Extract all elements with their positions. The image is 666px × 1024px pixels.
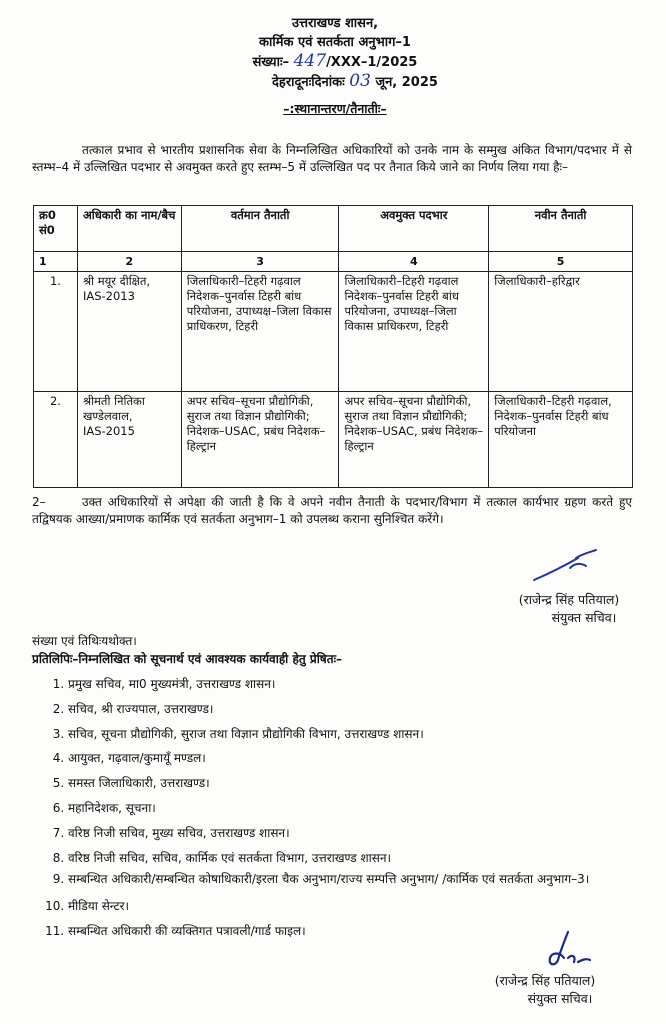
header-current: वर्तमान तैनाती: [181, 206, 339, 252]
officer-batch: IAS-2013: [82, 289, 135, 303]
header-new: नवीन तैनाती: [489, 206, 633, 252]
officer-batch: IAS-2015: [82, 424, 135, 438]
row-new: जिलाधिकारी–टिहरी गढ़वाल, निदेशक–पुनर्वास टिहरी बांध परियोजना: [489, 392, 633, 488]
list-item: 1. प्रमुख सचिव, मा0 मुख्यमंत्री, उत्तराखण्ड शासन।: [68, 672, 642, 697]
list-item: 11. सम्बन्धित अधिकारी की व्यक्तिगत पत्रावली/गार्ड फाइल।: [68, 919, 642, 944]
signatory-block-2: [460, 972, 630, 1008]
signature-mark: [530, 548, 600, 588]
copy-lead: प्रतिलिपिः–निम्नलिखित को सूचनार्थ एवं आवश्यक कार्यवाही हेतु प्रेषितः–: [32, 652, 342, 666]
header-sno: क्र0 सं0: [34, 206, 78, 252]
list-item: 4. आयुक्त, गढ़वाल/कुमायूँ मण्डल।: [68, 746, 642, 771]
row-current: जिलाधिकारी–टिहरी गढ़वाल निदेशक–पुनर्वास टिहरी बांध परियोजना, उपाध्यक्ष–जिला विकास प्राधिकरण, टिहरी: [181, 272, 339, 392]
row-officer: [77, 392, 181, 488]
issue-date: देहरादूनःदिनांकः 03 जून, 2025: [272, 71, 438, 91]
letterhead: [190, 14, 480, 117]
list-item: 9. सम्बन्धित अधिकारी/सम्बन्धित कोषाधिकारी/इरला चैक अनुभाग/राज्य सम्पत्ति अनुभाग/ /कार्मिक एवं सतर्कता अनुभाग–3।: [68, 870, 642, 894]
list-item: 8. वरिष्ठ निजी सचिव, सचिव, कार्मिक एवं सतर्कता विभाग, उत्तराखण्ड शासन।: [68, 846, 642, 871]
table-header-row: [34, 206, 633, 252]
colnum: 5: [489, 252, 633, 272]
row-sno: 2.: [34, 392, 78, 488]
row-sno: 1.: [34, 272, 78, 392]
column-number-row: [34, 252, 633, 272]
row-new: जिलाधिकारी–हरिद्वार: [489, 272, 633, 392]
handwritten-number: 447: [293, 51, 327, 71]
list-item: 5. समस्त जिलाधिकारी, उत्तराखण्ड।: [68, 771, 642, 796]
list-item: 2. सचिव, श्री राज्यपाल, उत्तराखण्ड।: [68, 697, 642, 722]
row-officer: [77, 272, 181, 392]
intro-paragraph: तत्काल प्रभाव से भारतीय प्रशासनिक सेवा के निम्नलिखित अधिकारियों को उनके नाम के सम्मुख अंकित विभाग/पदभार में से स्तम्भ–4 में उल्लिखित पदभार से अवमुक्त करते हुए स्तम्भ–5 में उल्लिखित पद पर तैनात किये जाने का निर्णय लिया गया हैः–: [32, 143, 632, 174]
colnum: 3: [181, 252, 339, 272]
colnum: 1: [34, 252, 78, 272]
colnum: 2: [77, 252, 181, 272]
initials-mark: [538, 928, 598, 972]
recipient-list: [32, 672, 642, 944]
paragraph-number: 2–: [32, 495, 46, 509]
row-current: अपर सचिव–सूचना प्रौद्योगिकी, सुराज तथा विज्ञान प्रौद्योगिकी; निदेशक–USAC, प्रबंध निदेशक–हिल्ट्रान: [181, 392, 339, 488]
row-relieved: अपर सचिव–सूचना प्रौद्योगिकी, सुराज तथा विज्ञान प्रौद्योगिकी; निदेशक–USAC, प्रबंध निदेशक–हिल्ट्रान: [339, 392, 489, 488]
signatory-block: [484, 591, 654, 627]
table-row: [34, 272, 633, 392]
colnum: 4: [339, 252, 489, 272]
header-officer: अधिकारी का नाम/बैच: [77, 206, 181, 252]
list-item: 6. महानिदेशक, सूचना।: [68, 796, 642, 821]
list-item: 3. सचिव, सूचना प्रौद्योगिकी, सुराज तथा विज्ञान प्रौद्योगिकी विभाग, उत्तराखण्ड शासन।: [68, 722, 642, 747]
handwritten-day: 03: [349, 71, 371, 91]
officer-name: श्री मयूर दीक्षित,: [82, 274, 151, 288]
list-item: 7. वरिष्ठ निजी सचिव, मुख्य सचिव, उत्तराखण्ड शासन।: [68, 821, 642, 846]
table-row: [34, 392, 633, 488]
department-name: कार्मिक एवं सतर्कता अनुभाग–1: [259, 35, 411, 50]
signatory-designation: संयुक्त सचिव।: [551, 610, 617, 625]
signatory-name: (राजेन्द्र सिंह पतियाल): [518, 592, 620, 607]
header-relieved: अवमुक्त पदभार: [339, 206, 489, 252]
reference-number: संख्याः– 447/XXX–1/2025: [252, 51, 418, 71]
government-name: उत्तराखण्ड शासन,: [291, 16, 379, 31]
row-relieved: जिलाधिकारी–टिहरी गढ़वाल निदेशक–पुनर्वास टिहरी बांध परियोजना, उपाध्यक्ष–जिला विकास प्राधिकरण, टिहरी: [339, 272, 489, 392]
signatory-name: (राजेन्द्र सिंह पतियाल): [494, 973, 596, 988]
transfer-table: [33, 205, 633, 488]
signatory-designation: संयुक्त सचिव।: [527, 991, 593, 1006]
reference-line: संख्या एवं तिथिःयथोक्त।: [32, 634, 137, 648]
copy-to-section: [32, 632, 642, 944]
instruction-paragraph: 2– उक्त अधिकारियों से अपेक्षा की जाती है कि वे अपने नवीन तैनाती के पदभार/विभाग में तत्काल कार्यभार ग्रहण करते हुए तद्विषयक आख्या/प्रमाणक कार्मिक एवं सतर्कता अनुभाग–1 को उपलब्ध कराना सुनिश्चित करेंगे।: [32, 495, 632, 526]
officer-name: श्रीमती नितिका खण्डेलवाल,: [82, 394, 145, 423]
order-subject: –:स्थानान्तरण/तैनातीः–: [283, 101, 387, 116]
list-item: 10. मीडिया सेन्टर।: [68, 894, 642, 919]
